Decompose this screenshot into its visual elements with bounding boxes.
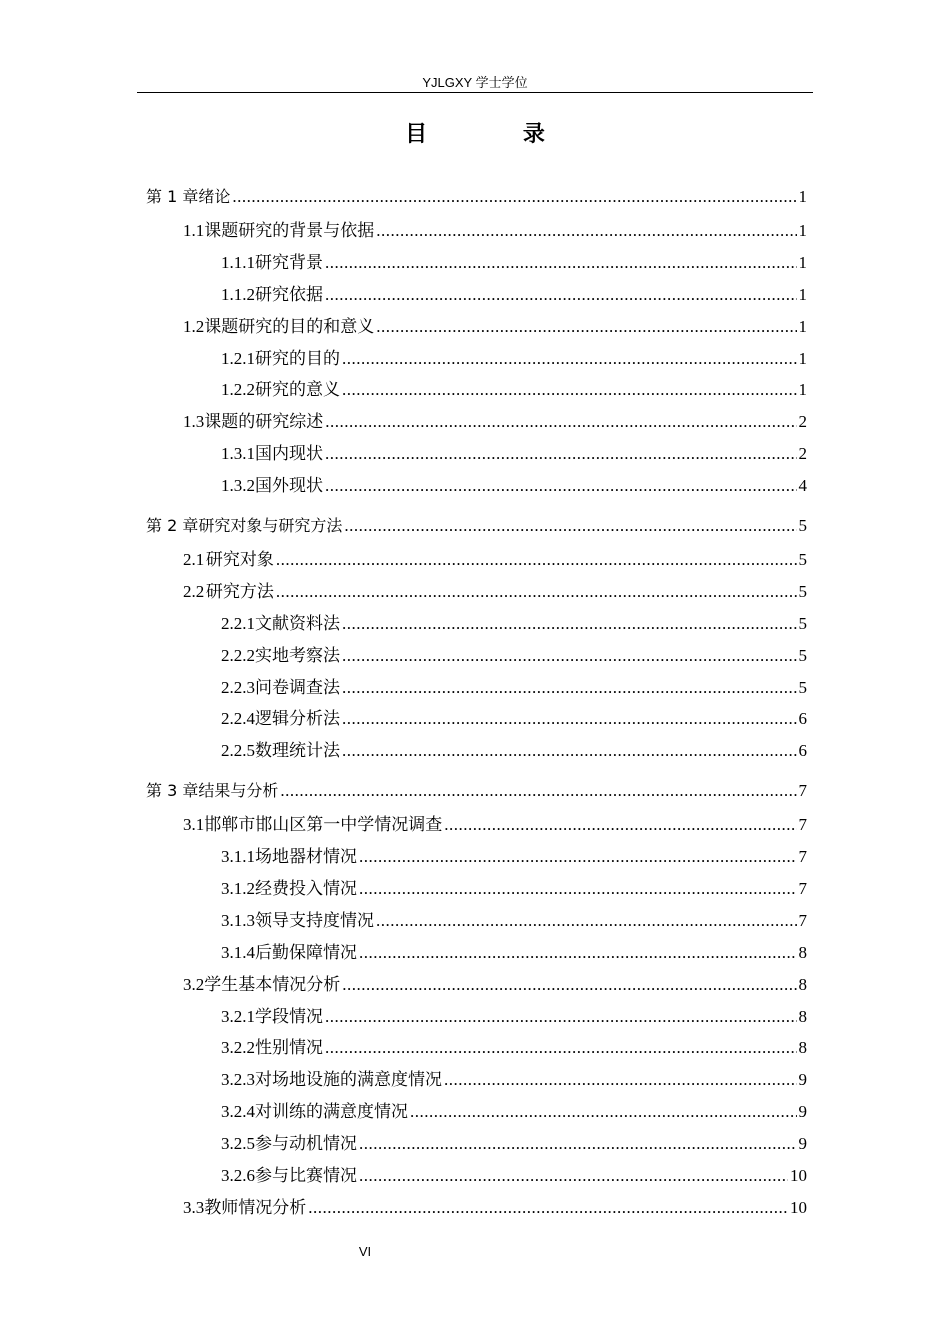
toc-entry-title: 绪论 [198,187,231,206]
toc-leader-dots [325,1007,797,1027]
toc-entry-number: 1.3 [183,412,205,432]
toc-entry-page: 5 [798,516,807,535]
toc-entry-page: 10 [790,1197,807,1217]
toc-entry-title: 对场地设施的满意度情况 [255,1070,442,1090]
toc-entry-title: 对训练的满意度情况 [255,1102,408,1122]
toc-entry-title: 结果与分析 [198,781,279,801]
toc-entry-page: 7 [798,910,807,930]
toc-entry[interactable] [146,778,807,802]
toc-entry-number: 1.1 [183,220,205,240]
toc-entry-number: 1.1.1 [221,252,255,272]
toc-leader-dots [359,1134,797,1154]
toc-entry[interactable] [183,407,807,431]
toc-entry-number: 2.1 [183,549,205,569]
toc-leader-dots [359,879,797,899]
toc-entry-page: 5 [798,677,807,697]
toc-leader-dots [444,1070,797,1090]
toc-entry-number: 3.1.1 [221,847,255,866]
toc-entry-number: 3.2.4 [221,1102,255,1122]
toc-entry-page: 5 [798,581,807,601]
toc-entry[interactable] [221,471,807,495]
toc-entry-page: 6 [798,709,807,729]
toc-entry-page: 5 [798,549,807,569]
toc-entry-page: 7 [798,815,807,835]
toc-entry[interactable] [221,1129,807,1153]
toc-entry-number: 1.3.1 [221,444,255,464]
toc-entry-title: 参与动机情况 [255,1134,357,1154]
toc-entry[interactable] [221,609,807,633]
toc-entry-number: 3.3 [183,1197,205,1217]
toc-entry[interactable] [221,1161,807,1185]
toc-entry[interactable] [221,736,807,760]
toc-entry-page: 9 [798,1070,807,1090]
toc-entry-title: 教师情况分析 [204,1197,307,1217]
toc-entry[interactable] [221,439,807,463]
toc-entry-title: 经费投入情况 [255,878,357,898]
toc-entry-number: 3.1.3 [221,910,255,930]
toc-leader-dots [342,614,797,634]
toc-entry-title: 研究对象与研究方法 [198,516,343,535]
toc-entry-title: 国内现状 [255,444,323,464]
toc-entry-number: 2.2.1 [221,613,255,633]
toc-entry[interactable] [221,375,807,399]
toc-entry-page: 1 [798,380,807,400]
toc-entry-title: 课题研究的目的和意义 [204,316,375,336]
toc-entry-page: 5 [798,645,807,665]
toc-entry-number: 3.1.4 [221,942,255,962]
toc-leader-dots [232,187,796,207]
toc-entry-title: 研究方法 [205,581,274,601]
toc-entry-page: 1 [798,348,807,368]
toc-leader-dots [376,317,796,337]
toc-entry[interactable] [183,312,807,336]
toc-entry[interactable] [221,248,807,272]
toc-entry-title: 问卷调查法 [255,677,340,697]
toc-entry-page: 7 [798,847,807,866]
toc-entry-number: 2.2 [183,581,205,601]
toc-leader-dots [325,412,796,432]
page-number: VI [358,1244,372,1259]
toc-entry[interactable] [221,1033,807,1057]
toc-leader-dots [410,1102,797,1122]
toc-entry[interactable] [146,513,807,537]
toc-entry[interactable] [221,280,807,304]
toc-entry-number: 第 2 章 [146,516,199,535]
toc-leader-dots [325,253,797,273]
toc-entry-title: 研究对象 [205,549,274,569]
toc-leader-dots [325,285,797,305]
toc-entry-page: 2 [798,444,807,464]
toc-entry[interactable] [221,874,807,898]
toc-entry[interactable] [183,1193,807,1217]
toc-entry-number: 3.2.1 [221,1006,255,1026]
toc-entry-number: 2.2.5 [221,741,255,761]
toc-entry-page: 8 [798,1038,807,1058]
toc-entry-title: 场地器材情况 [255,847,357,866]
toc-leader-dots [342,380,797,400]
toc-leader-dots [342,709,797,729]
toc-entry-page: 8 [798,942,807,962]
toc-entry-page: 7 [798,781,807,801]
toc-entry-number: 3.2 [183,974,205,994]
toc-entry[interactable] [221,1002,807,1026]
toc-entry-number: 1.1.2 [221,284,255,304]
toc-entry[interactable] [221,704,807,728]
toc-entry-title: 性别情况 [255,1038,323,1058]
toc-entry-number: 1.2.1 [221,348,255,368]
toc-entry-title: 学段情况 [255,1006,323,1026]
toc-entry-page: 1 [798,220,807,240]
toc-entry[interactable] [146,184,807,208]
toc-entry-title: 课题的研究综述 [204,412,324,432]
toc-entry-page: 8 [798,974,807,994]
toc-entry[interactable] [183,970,807,994]
toc-entry-page: 6 [798,741,807,761]
toc-entry-number: 1.3.2 [221,476,255,496]
toc-entry-number: 1.2 [183,316,205,336]
toc-entry-page: 5 [798,613,807,633]
toc-entry[interactable] [221,938,807,962]
toc-leader-dots [359,847,797,867]
toc-leader-dots [280,781,796,801]
toc-entry-title: 逻辑分析法 [255,709,340,729]
page-header: YJLGXY 学士学位 [422,75,528,90]
toc-entry-title: 研究的目的 [255,348,340,368]
toc-entry[interactable] [221,1097,807,1121]
toc-entry-title: 数理统计法 [255,741,340,761]
toc-entry-title: 课题研究的背景与依据 [204,220,375,240]
toc-entry-number: 3.2.3 [221,1070,255,1090]
toc-entry-number: 3.1 [183,815,205,835]
toc-entry-number: 3.2.2 [221,1038,255,1058]
toc-entry-number: 3.2.5 [221,1134,255,1154]
toc-entry-title: 参与比赛情况 [255,1166,357,1185]
toc-entry[interactable] [221,906,807,930]
toc-leader-dots [325,1038,797,1058]
toc-entry-page: 7 [798,878,807,898]
toc-entry-title: 文献资料法 [255,613,340,633]
toc-entry-page: 1 [798,316,807,336]
toc-entry-title: 后勤保障情况 [255,942,357,962]
toc-entry-page: 8 [798,1006,807,1026]
toc-entry[interactable] [221,673,807,697]
header-rule [137,92,813,93]
toc-entry[interactable] [221,344,807,368]
toc-leader-dots [276,582,797,602]
toc-entry-page: 9 [798,1102,807,1122]
toc-entry[interactable] [183,577,807,601]
toc-entry-title: 邯郸市邯山区第一中学情况调查 [204,815,443,835]
toc-leader-dots [325,444,797,464]
toc-entry-title: 学生基本情况分析 [204,974,341,994]
toc-entry-number: 2.2.4 [221,709,255,729]
toc-title: 目 录 [405,122,589,147]
toc-leader-dots [444,815,796,835]
toc-entry-page: 1 [798,187,807,206]
toc-entry-title: 实地考察法 [255,645,340,665]
toc-entry-number: 3.2.6 [221,1166,255,1185]
toc-leader-dots [342,741,797,761]
toc-leader-dots [342,349,797,369]
toc-entry-page: 1 [798,252,807,272]
toc-leader-dots [342,678,797,698]
toc-entry-page: 2 [798,412,807,432]
toc-entry-page: 1 [798,284,807,304]
toc-leader-dots [359,943,797,963]
toc-entry-title: 研究背景 [255,252,323,272]
toc-entry-number: 2.2.2 [221,645,255,665]
toc-leader-dots [376,221,796,241]
toc-entry[interactable] [183,810,807,834]
toc-leader-dots [342,975,796,995]
toc-entry-page: 10 [790,1166,807,1185]
toc-entry-number: 1.2.2 [221,380,255,400]
toc-entry[interactable] [221,641,807,665]
toc-entry[interactable] [221,1065,807,1089]
toc-entry[interactable] [221,842,807,866]
toc-leader-dots [376,911,797,931]
toc-leader-dots [344,516,796,536]
toc-entry-title: 领导支持度情况 [255,910,374,930]
toc-entry-title: 研究依据 [255,284,323,304]
toc-entry-number: 第 1 章 [146,187,199,206]
toc-entry-title: 国外现状 [255,476,323,496]
toc-entry-title: 研究的意义 [255,380,340,400]
toc-leader-dots [276,550,797,570]
toc-entry-number: 2.2.3 [221,677,255,697]
toc-entry[interactable] [183,545,807,569]
toc-entry[interactable] [183,216,807,240]
toc-leader-dots [359,1166,788,1186]
toc-entry-number: 第 3 章 [146,781,199,801]
toc-entry-number: 3.1.2 [221,878,255,898]
toc-leader-dots [342,646,797,666]
toc-entry-page: 4 [798,476,807,496]
toc-entry-page: 9 [798,1134,807,1154]
toc-leader-dots [325,476,797,496]
toc-leader-dots [308,1198,788,1218]
